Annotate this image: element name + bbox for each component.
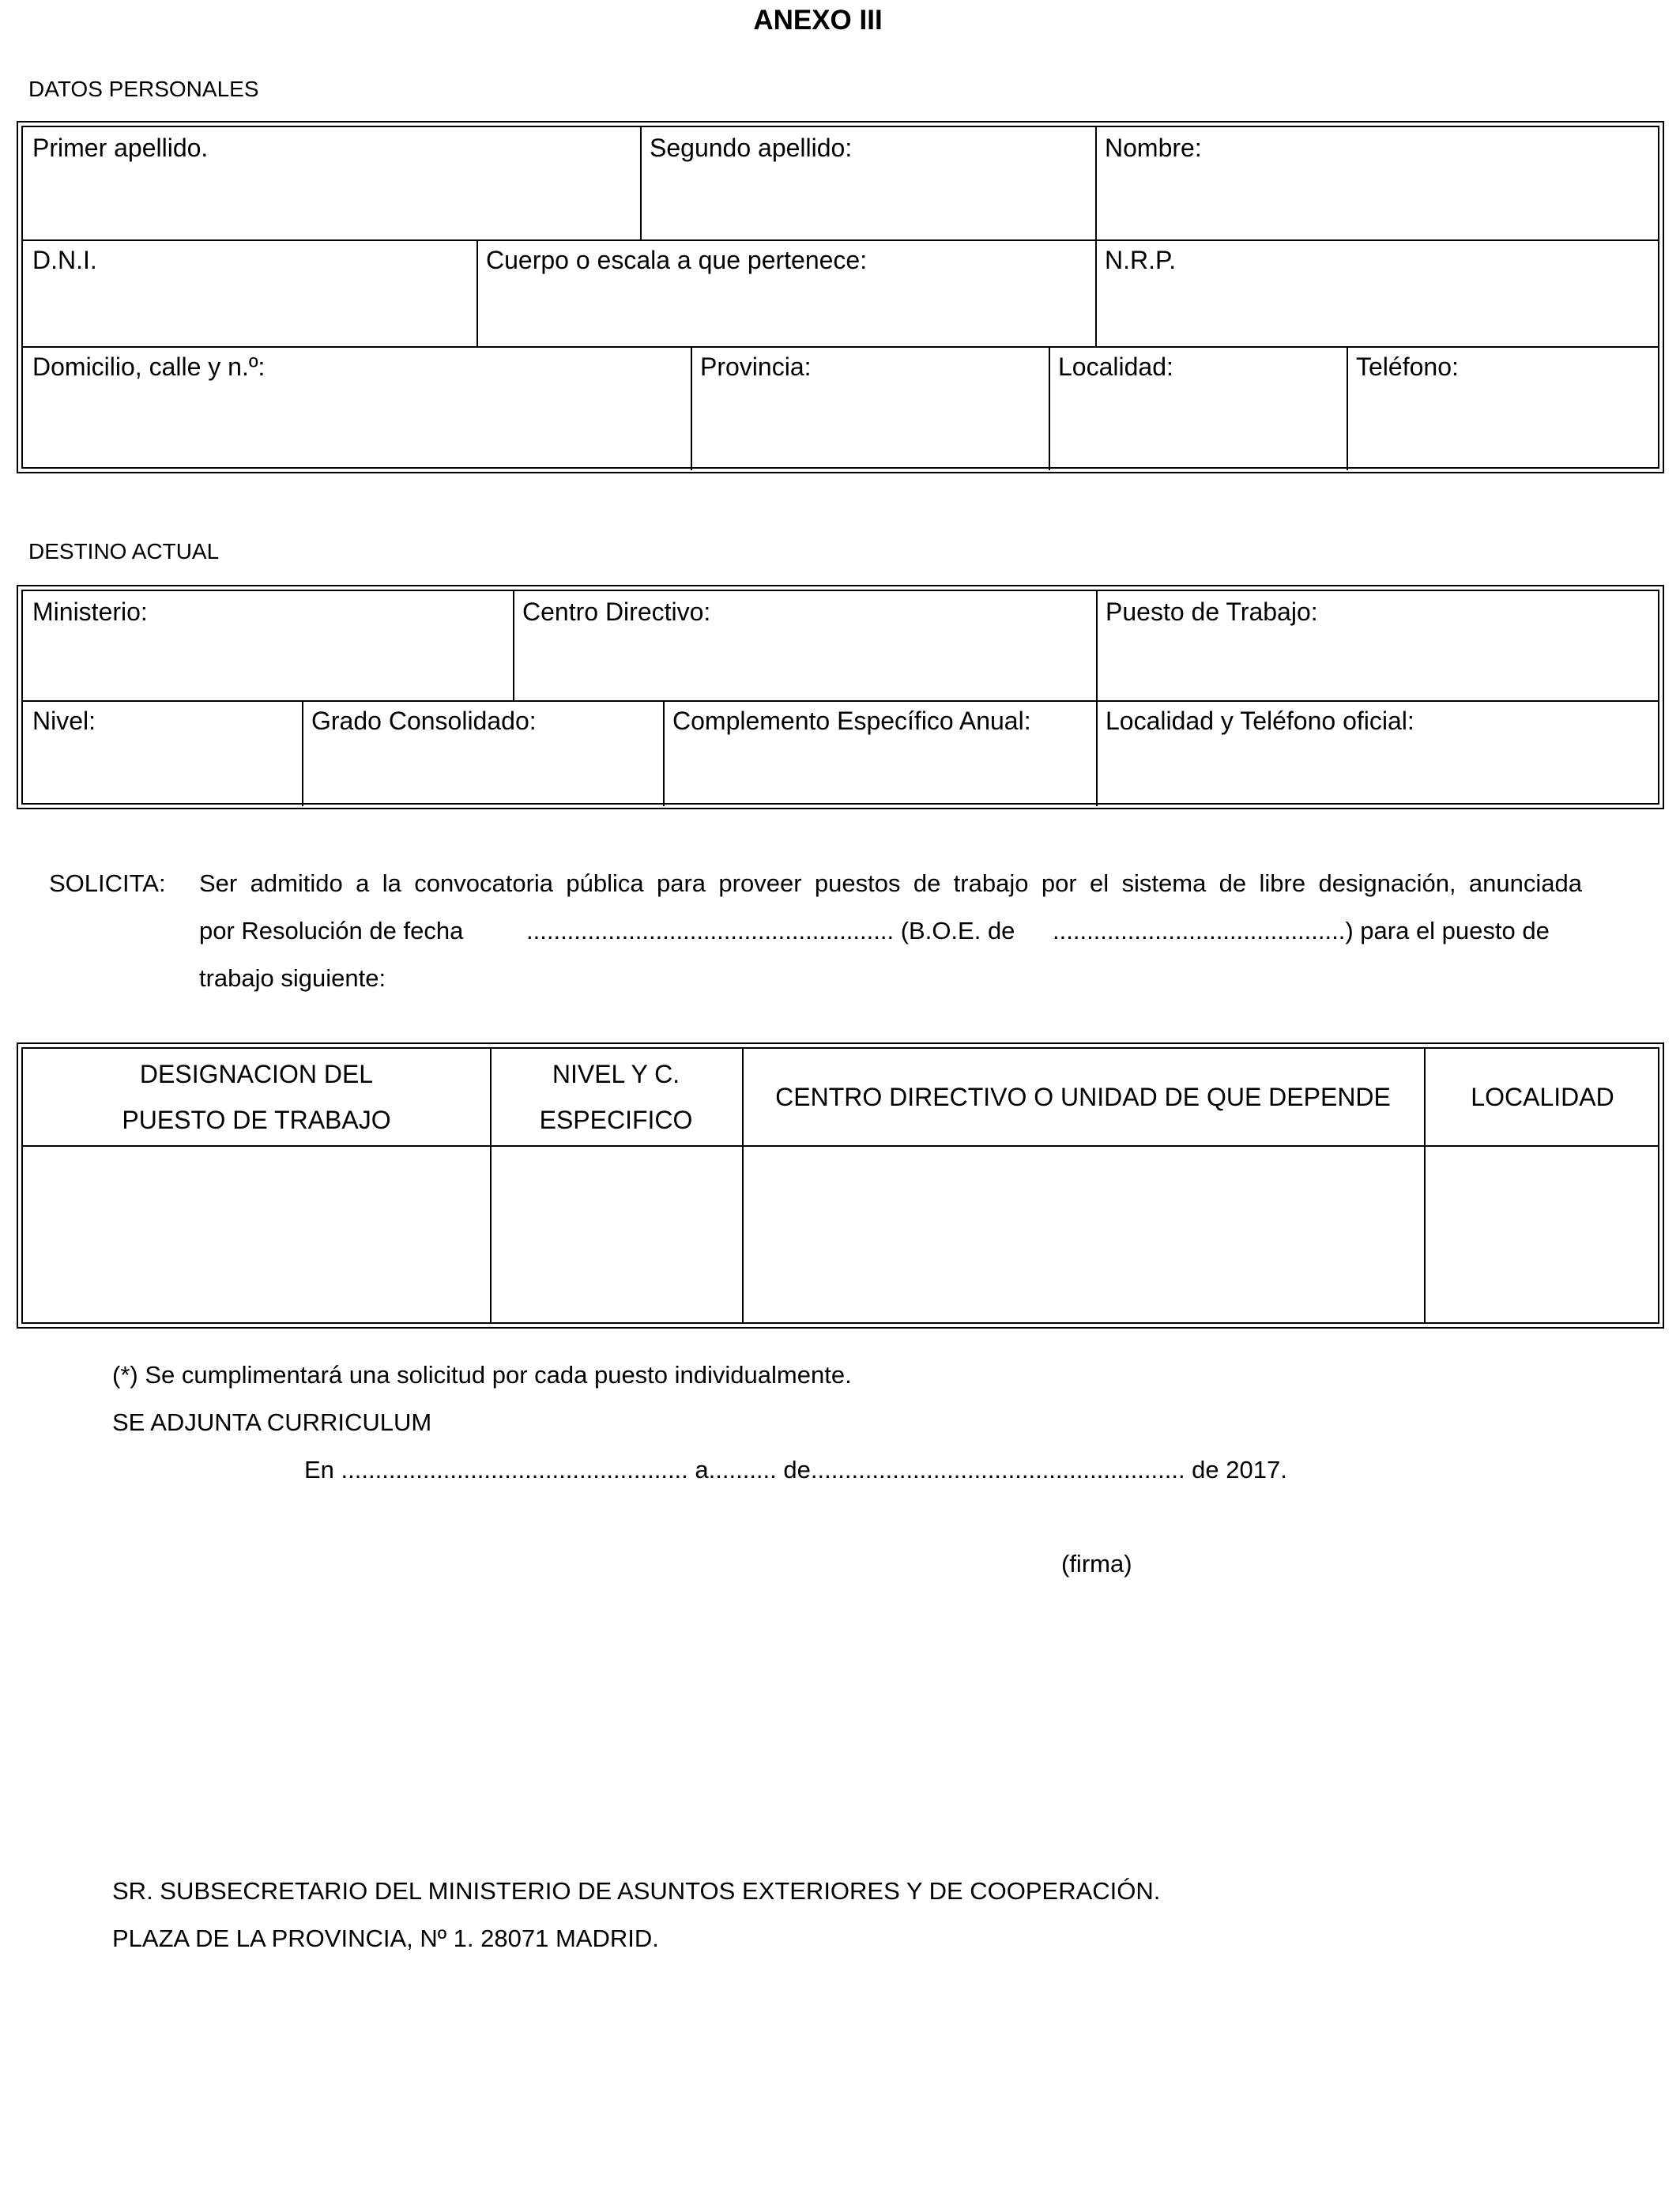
solicita-line-3: trabajo siguiente: — [199, 964, 386, 992]
grado-consolidado-field[interactable]: Grado Consolidado: — [311, 707, 537, 735]
localidad-input[interactable] — [1424, 1145, 1661, 1324]
domicilio-field[interactable]: Domicilio, calle y n.º: — [32, 352, 266, 381]
solicita-line-2-c[interactable]: ...........................................) para el puesto de — [1053, 917, 1550, 944]
segundo-apellido-field[interactable]: Segundo apellido: — [650, 134, 853, 162]
firma-label: (firma) — [1061, 1550, 1132, 1578]
nivel-field[interactable]: Nivel: — [32, 707, 96, 735]
primer-apellido-field[interactable]: Primer apellido. — [32, 134, 209, 162]
header-designacion-line-1: DESIGNACION DEL — [139, 1060, 374, 1088]
localidad-field[interactable]: Localidad: — [1058, 352, 1173, 381]
puesto-trabajo-field[interactable]: Puesto de Trabajo: — [1106, 598, 1318, 626]
provincia-field[interactable]: Provincia: — [700, 352, 812, 381]
solicita-line-1: Ser admitido a la convocatoria pública para proveer puestos de trabajo por el sistema de libre designación, anunciada — [199, 869, 1582, 897]
ministerio-field[interactable]: Ministerio: — [32, 598, 148, 626]
telefono-field[interactable]: Teléfono: — [1356, 352, 1459, 381]
dni-field[interactable]: D.N.I. — [32, 246, 97, 274]
localidad-telefono-oficial-field[interactable]: Localidad y Teléfono oficial: — [1106, 707, 1414, 735]
header-nivel-line-2: ESPECIFICO — [539, 1106, 693, 1134]
nombre-field[interactable]: Nombre: — [1105, 134, 1202, 162]
document-title: ANEXO III — [753, 5, 883, 36]
datos-personales-table — [17, 121, 1664, 473]
puesto-solicitado-table — [17, 1042, 1664, 1329]
centro-directivo-input[interactable] — [742, 1145, 1424, 1324]
header-designacion-puesto — [23, 1049, 490, 1145]
destinatario-line-2: PLAZA DE LA PROVINCIA, Nº 1. 28071 MADRID. — [112, 1924, 659, 1952]
solicita-line-2-b[interactable]: ...................................................... (B.O.E. de — [526, 917, 1015, 944]
header-localidad — [1424, 1049, 1661, 1145]
adjunta-curriculum: SE ADJUNTA CURRICULUM — [112, 1408, 432, 1436]
header-centro-directivo-label: CENTRO DIRECTIVO O UNIDAD DE QUE DEPENDE — [775, 1083, 1391, 1111]
destino-actual-heading: DESTINO ACTUAL — [28, 539, 220, 564]
solicita-label: SOLICITA: — [49, 869, 166, 897]
fecha-linea[interactable]: En ................................................... a.......... de....................................................... de 2017. — [304, 1456, 1287, 1483]
header-nivel-line-1: NIVEL Y C. — [552, 1060, 680, 1088]
header-nivel-especifico — [490, 1049, 742, 1145]
nota-solicitud: (*) Se cumplimentará una solicitud por cada puesto individualmente. — [112, 1361, 852, 1389]
nrp-field[interactable]: N.R.P. — [1105, 246, 1177, 274]
header-designacion-line-2: PUESTO DE TRABAJO — [122, 1106, 391, 1134]
nivel-especifico-input[interactable] — [490, 1145, 742, 1324]
centro-directivo-field[interactable]: Centro Directivo: — [522, 598, 711, 626]
destinatario-line-1: SR. SUBSECRETARIO DEL MINISTERIO DE ASUNTOS EXTERIORES Y DE COOPERACIÓN. — [112, 1877, 1161, 1905]
destino-actual-table — [17, 585, 1664, 809]
designacion-puesto-input[interactable] — [23, 1145, 490, 1324]
datos-personales-heading: DATOS PERSONALES — [28, 77, 259, 101]
complemento-especifico-field[interactable]: Complemento Específico Anual: — [672, 707, 1031, 735]
header-centro-directivo — [742, 1049, 1424, 1145]
cuerpo-escala-field[interactable]: Cuerpo o escala a que pertenece: — [486, 246, 868, 274]
header-localidad-label: LOCALIDAD — [1471, 1083, 1614, 1111]
solicita-line-2-a: por Resolución de fecha — [199, 917, 464, 944]
